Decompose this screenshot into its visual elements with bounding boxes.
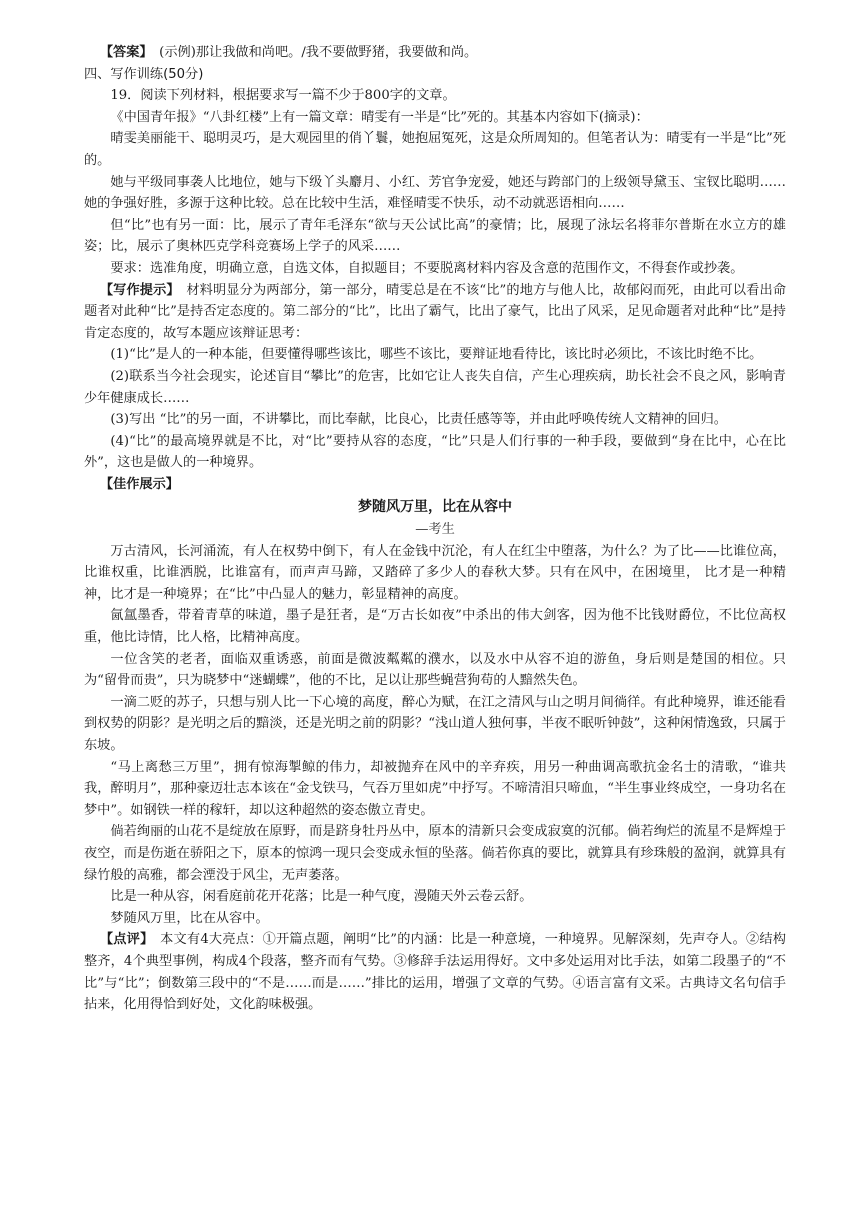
- essay-paragraph: 一位含笑的老者，面临双重诱惑，前面是微波粼粼的濮水，以及水中从容不迫的游鱼，身后则是楚国的相位。只为“留骨而贵”，只为晓梦中“迷蝴蝶”，他的不比，足以让那些蝇营狗苟的人黯然失色。: [84, 651, 786, 689]
- essay-paragraph: 倘若绚丽的山花不是绽放在原野，而是跻身牡丹丛中，原本的清新只会变成寂寞的沉郁。倘若绚烂的流星不是辉煌于夜空，而是伤逝在骄阳之下，原本的惊鸿一现只会变成永恒的坠落。倘若你真的要比，就算具有珍珠般的盈润，就算具有绿竹般的高雅，都会湮没于风尘，无声萎落。: [84, 824, 786, 883]
- review-tag: 【点评】: [99, 932, 154, 948]
- essay-paragraph: 比是一种从容，闲看庭前花开花落；比是一种气度，漫随天外云卷云舒。: [110, 889, 533, 905]
- document-page: [84, 42, 786, 1016]
- essay-title: 梦随风万里，比在从容中: [358, 499, 512, 516]
- hint-point: (2)联系当今社会现实，论述盲目“攀比”的危害，比如它让人丧失自信，产生心理疾病，助长社会不良之风，影响青少年健康成长……: [84, 368, 786, 406]
- essay-author: —考生: [415, 522, 455, 538]
- hint-point: (4)“比”的最高境界就是不比，对“比”要持从容的态度，“比”只是人们行事的一种手段，要做到“身在比中，心在比外”，这也是做人的一种境界。: [84, 433, 786, 471]
- hint-tag: 【写作提示】: [99, 282, 180, 298]
- essay-paragraph: 氤氲墨香，带着青草的味道，墨子是狂者，是“万古长如夜”中杀出的伟大剑客，因为他不比钱财爵位，不比位高权重，他比诗情，比人格，比精神高度。: [84, 608, 786, 646]
- hint-point: (1)“比”是人的一种本能，但要懂得哪些该比，哪些不该比，要辩证地看待比，该比时必须比，不该比时绝不比。: [110, 347, 763, 363]
- answer-line: [84, 42, 786, 64]
- showcase-heading: [84, 474, 786, 496]
- hint-text: 材料明显分为两部分，第一部分，晴雯总是在不该“比”的地方与他人比，故郁闷而死，由此可以看出命题者对此种“比”是持否定态度的。第二部分的“比”，比出了霸气，比出了豪气，比出了风采，足见命题者对此种“比”是持肯定态度的，故写本题应该辩证思考：: [84, 282, 787, 341]
- answer-tag: 【答案】: [99, 45, 153, 60]
- requirements-paragraph: 要求：选准角度，明确立意，自选文体，自拟题目；不要脱离材料内容及含意的范围作文，不得套作或抄袭。: [110, 260, 744, 276]
- essay-paragraph: 万古清风，长河涌流，有人在权势中倒下，有人在金钱中沉沦，有人在红尘中堕落，为什么？为了比——比谁位高，比谁权重，比谁洒脱，比谁富有，而声声马蹄，又踏碎了多少人的春秋大梦。只有在风中，在困境里， 比才是一种精神，比才是一种境界；在“比”中凸显人的魅力，彰显精神的高度。: [84, 543, 786, 602]
- section-heading: 四、写作训练(50分): [84, 66, 204, 82]
- hint-point: (3)写出 “比”的另一面，不讲攀比，而比奉献，比良心，比责任感等等，并由此呼唤传统人文精神的回归。: [110, 412, 727, 428]
- material-paragraph: 但“比”也有另一面：比，展示了青年毛泽东“欲与天公试比高”的豪情；比，展现了泳坛名将菲尔普斯在水立方的雄姿；比，展示了奥林匹克学科竞赛场上学子的风采……: [84, 217, 786, 255]
- essay-paragraph: 梦随风万里，比在从容中。: [110, 910, 269, 926]
- essay-paragraph: “马上离愁三万里”，拥有惊海掣鲸的伟力，却被抛弃在风中的辛弃疾，用另一种曲调高歌抗金名士的清歌，“谁共我，醉明月”，那种豪迈壮志本该在“金戈铁马，气吞万里如虎”中抒写。不啼清泪只啼血，“半生事业终成空，一身功名在梦中”。如钢铁一样的稼轩，却以这种超然的姿态傲立青史。: [84, 759, 786, 818]
- writing-hint: [84, 280, 786, 345]
- showcase-tag: 【佳作展示】: [99, 476, 179, 492]
- review-text: 本文有4大亮点：①开篇点题，阐明“比”的内涵：比是一种意境，一种境界。见解深刻，先声夺人。②结构整齐，4个典型事例，构成4个段落，整齐而有气势。③修辞手法运用得好。文中多处运用对比手法，如第二段墨子的“不比”与“比”；倒数第三段中的“不是……而是……”排比的运用，增强了文章的气势。④语言富有文采。古典诗文名句信手拈来，化用得恰到好处，文化韵味极强。: [84, 932, 786, 1013]
- material-paragraph: 《中国青年报》“八卦红楼”上有一篇文章：晴雯有一半是“比”死的。其基本内容如下(摘录)：: [110, 109, 649, 125]
- answer-text: (示例)那让我做和尚吧。/我不要做野猪，我要做和尚。: [159, 45, 478, 60]
- material-paragraph: 她与平级同事袭人比地位，她与下级丫头麝月、小红、芳官争宠爱，她还与跨部门的上级领导黛玉、宝钗比聪明……她的争强好胜，多源于这种比较。总在比较中生活，难怪晴雯不快乐，动不动就恶语相向……: [84, 174, 786, 212]
- review: [84, 929, 786, 1015]
- material-paragraph: 晴雯美丽能干、聪明灵巧，是大观园里的俏丫鬟，她抱屈冤死，这是众所周知的。但笔者认为：晴雯有一半是“比”死的。: [84, 131, 786, 168]
- question-19: 19．阅读下列材料，根据要求写一篇不少于800字的文章。: [110, 88, 456, 104]
- essay-paragraph: 一滴二贬的苏子，只想与别人比一下心境的高度，醉心为赋，在江之清风与山之明月间徜徉。有此种境界，谁还能看到权势的阴影？是光明之后的黯淡，还是光明之前的阴影？“浅山道人独何事，半夜不眠听钟鼓”，这种闲情逸致，只属于东坡。: [84, 694, 786, 753]
